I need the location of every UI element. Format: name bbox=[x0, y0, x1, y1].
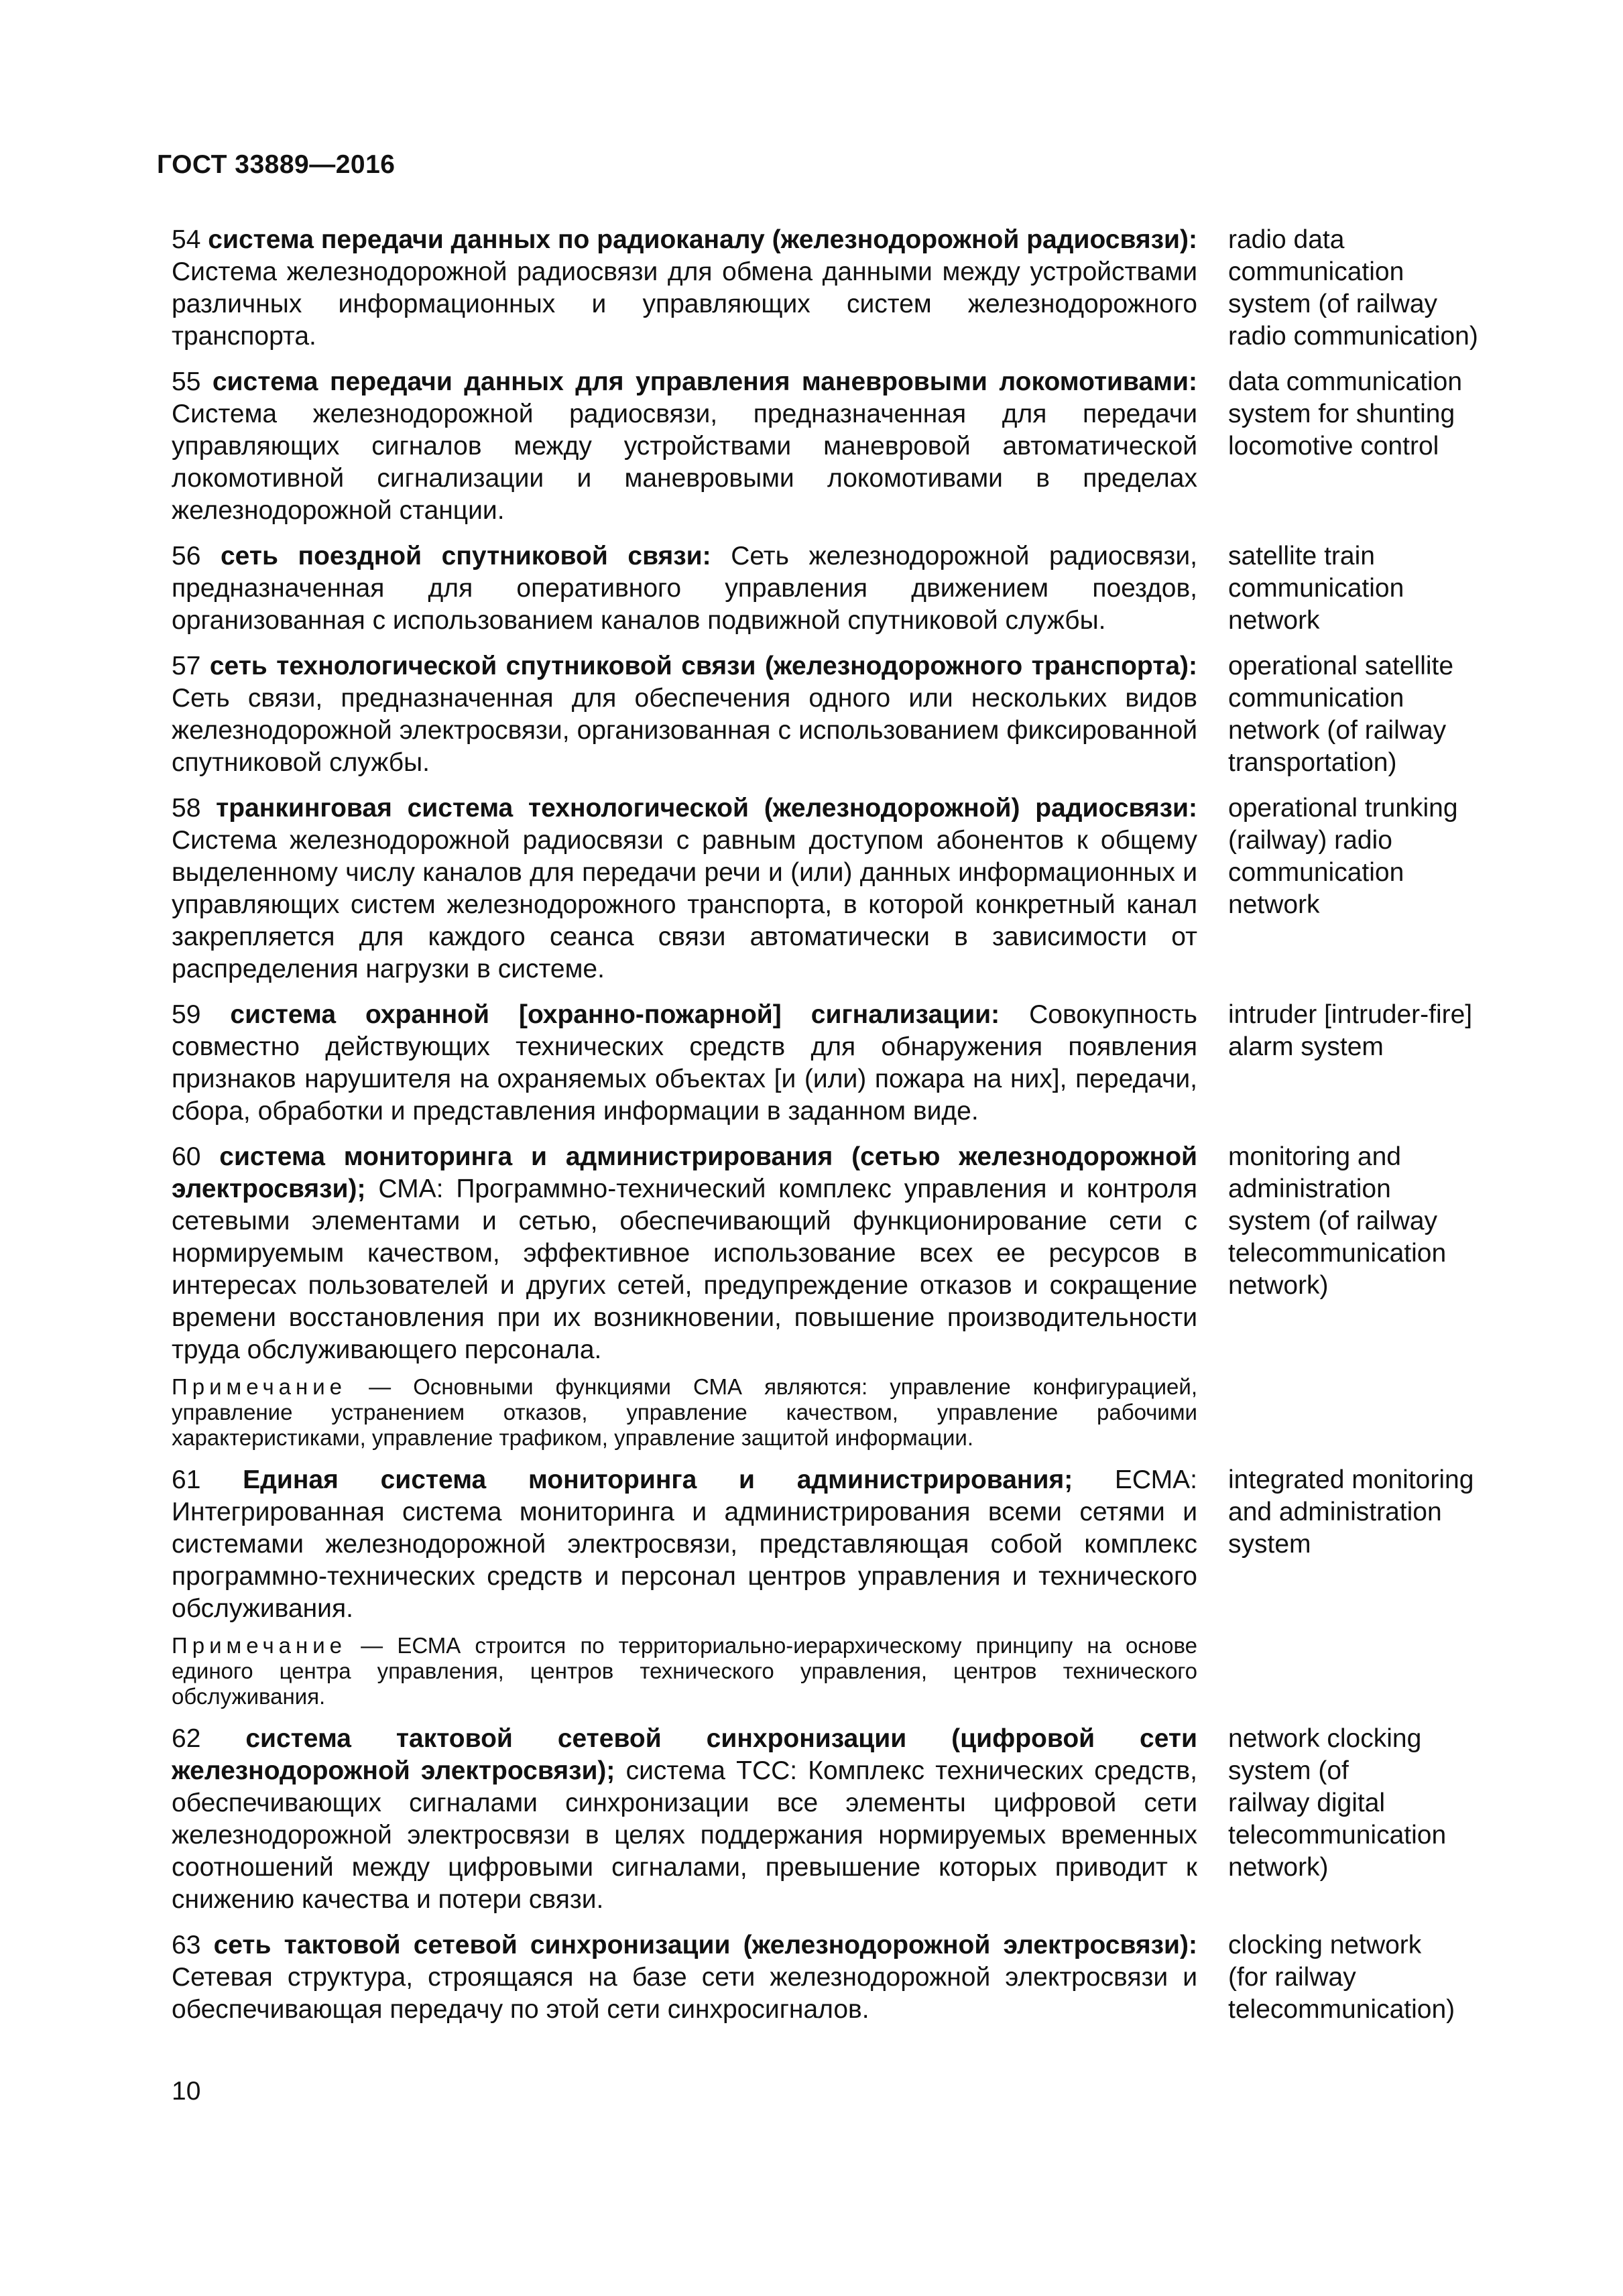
note-label: Примечание bbox=[172, 1374, 347, 1399]
term-title: сеть тактовой сетевой синхронизации (железнодорожной электросвязи): bbox=[213, 1931, 1198, 1959]
term-definition-block bbox=[172, 1464, 1197, 1625]
terms-list bbox=[172, 224, 1506, 2039]
term-title: система передачи данных по радиоканалу (железнодорожной радиосвязи): bbox=[208, 225, 1197, 254]
term-entry-56 bbox=[172, 540, 1506, 637]
term-entry-58 bbox=[172, 792, 1506, 985]
term-number: 58 bbox=[172, 794, 201, 823]
term-definition-block bbox=[172, 999, 1197, 1128]
term-entry-60 bbox=[172, 1141, 1506, 1366]
term-definition-block bbox=[172, 540, 1197, 637]
term-title: сеть поездной спутниковой связи: bbox=[220, 542, 711, 570]
english-equivalent: radio data communication system (of railway radio communication) bbox=[1228, 225, 1478, 351]
term-definition: Система железнодорожной радиосвязи, предназначенная для передачи управляющих сигналов между устройствами маневровой автоматической локомотивной сигнализации и маневровыми локомотивами в пределах железнодорожной станции. bbox=[172, 400, 1197, 525]
term-number: 61 bbox=[172, 1465, 201, 1494]
term-title: Единая система мониторинга и администрирования; bbox=[243, 1465, 1073, 1494]
note-text: — ЕСМА строится по территориально-иерархическому принципу на основе единого центра управления, центров технического управления, центров технического обслуживания. bbox=[172, 1633, 1198, 1709]
english-equivalent: integrated monitoring and administration system bbox=[1228, 1465, 1474, 1559]
term-entry-54 bbox=[172, 224, 1506, 353]
term-definition-block bbox=[172, 224, 1197, 353]
term-title: система тактовой сетевой синхронизации (цифровой сети железнодорожной электросвязи); bbox=[172, 1724, 1197, 1785]
document-header: ГОСТ 33889—2016 bbox=[157, 150, 396, 179]
term-definition-block bbox=[172, 1723, 1197, 1916]
term-definition: Система железнодорожной радиосвязи для обмена данными между устройствами различных информационных и управляющих систем железнодорожного транспорта. bbox=[172, 257, 1197, 351]
term-definition: Сетевая структура, строящаяся на базе сети железнодорожной электросвязи и обеспечивающая передачу по этой сети синхросигналов. bbox=[172, 1963, 1197, 2024]
term-title: система мониторинга и администрирования (сетью железнодорожной электросвязи); bbox=[172, 1142, 1197, 1203]
term-definition: СМА: Программно-технический комплекс управления и контроля сетевыми элементами и сетью, обеспечивающий функционирование сети с нормируемым качеством, эффективное использование всех ее ресурсов в интересах пользователей и других сетей, предупреждение отказов и сокращение времени восстановления при их возникновении, повышение производительности труда обслуживающего персонала. bbox=[172, 1174, 1197, 1364]
term-entry-57 bbox=[172, 650, 1506, 779]
english-equivalent: clocking network (for railway telecommunication) bbox=[1228, 1931, 1455, 2024]
term-number: 56 bbox=[172, 542, 201, 570]
english-equivalent: network clocking system (of railway digital telecommunication network) bbox=[1228, 1724, 1447, 1882]
term-number: 62 bbox=[172, 1724, 201, 1753]
term-definition: Система железнодорожной радиосвязи с равным доступом абонентов к общему выделенному числу каналов для передачи речи и (или) данных информационных и управляющих систем железнодорожного транспорта, в которой конкретный канал закрепляется для каждого сеанса связи автоматически в зависимости от распределения нагрузки в системе. bbox=[172, 826, 1197, 983]
page-number: 10 bbox=[172, 2077, 201, 2106]
english-equivalent: data communication system for shunting locomotive control bbox=[1228, 367, 1463, 461]
term-definition-block bbox=[172, 1929, 1197, 2026]
term-number: 63 bbox=[172, 1931, 201, 1959]
term-definition: Сеть железнодорожной радиосвязи, предназначенная для оперативного управления движением поездов, организованная с использованием каналов подвижной спутниковой службы. bbox=[172, 542, 1197, 635]
term-entry-55 bbox=[172, 366, 1506, 527]
term-definition: ЕСМА: Интегрированная система мониторинга и администрирования всеми сетями и системами железнодорожной электросвязи, представляющая собой комплекс программно-технических средств и персонал центров управления и технического обслуживания. bbox=[172, 1465, 1197, 1623]
english-equivalent: satellite train communication network bbox=[1228, 542, 1404, 635]
term-entry-62 bbox=[172, 1723, 1506, 1916]
term-definition: Сеть связи, предназначенная для обеспечения одного или нескольких видов железнодорожной электросвязи, организованная с использованием фиксированной спутниковой службы. bbox=[172, 684, 1197, 777]
english-equivalent: operational satellite communication network (of railway transportation) bbox=[1228, 652, 1454, 777]
term-definition-block bbox=[172, 366, 1197, 527]
term-definition-block bbox=[172, 1141, 1197, 1366]
english-equivalent: monitoring and administration system (of railway telecommunication network) bbox=[1228, 1142, 1447, 1300]
term-title: система охранной [охранно-пожарной] сигнализации: bbox=[230, 1000, 1000, 1029]
term-number: 59 bbox=[172, 1000, 201, 1029]
note-60 bbox=[172, 1374, 1197, 1451]
term-definition: Совокупность совместно действующих технических средств для обнаружения появления признаков нарушителя на охраняемых объектах [и (или) пожара на них], передачи, сбора, обработки и представления информации в заданном виде. bbox=[172, 1000, 1197, 1126]
term-number: 54 bbox=[172, 225, 201, 254]
english-equivalent: intruder [intruder-fire] alarm system bbox=[1228, 1000, 1473, 1061]
term-definition: система ТСС: Комплекс технических средств, обеспечивающих сигналами синхронизации все элементы цифровой сети железнодорожной электросвязи в целях поддержания нормируемых временных соотношений между цифровыми сигналами, превышение которых приводит к снижению качества и потери связи. bbox=[172, 1756, 1197, 1914]
note-61 bbox=[172, 1633, 1197, 1709]
term-title: транкинговая система технологической (железнодорожной) радиосвязи: bbox=[216, 794, 1198, 823]
term-number: 57 bbox=[172, 652, 201, 680]
term-entry-61 bbox=[172, 1464, 1506, 1625]
term-entry-63 bbox=[172, 1929, 1506, 2026]
note-label: Примечание bbox=[172, 1633, 347, 1658]
term-definition-block bbox=[172, 792, 1197, 985]
term-number: 55 bbox=[172, 367, 201, 396]
term-title: система передачи данных для управления маневровыми локомотивами: bbox=[212, 367, 1197, 396]
term-definition-block bbox=[172, 650, 1197, 779]
note-text: — Основными функциями СМА являются: управление конфигурацией, управление устранением отказов, управление качеством, управление рабочими характеристиками, управление трафиком, управление защитой информации. bbox=[172, 1374, 1197, 1450]
term-entry-59 bbox=[172, 999, 1506, 1128]
term-title: сеть технологической спутниковой связи (железнодорожного транспорта): bbox=[209, 652, 1197, 680]
english-equivalent: operational trunking (railway) radio communication network bbox=[1228, 794, 1458, 919]
term-number: 60 bbox=[172, 1142, 201, 1171]
